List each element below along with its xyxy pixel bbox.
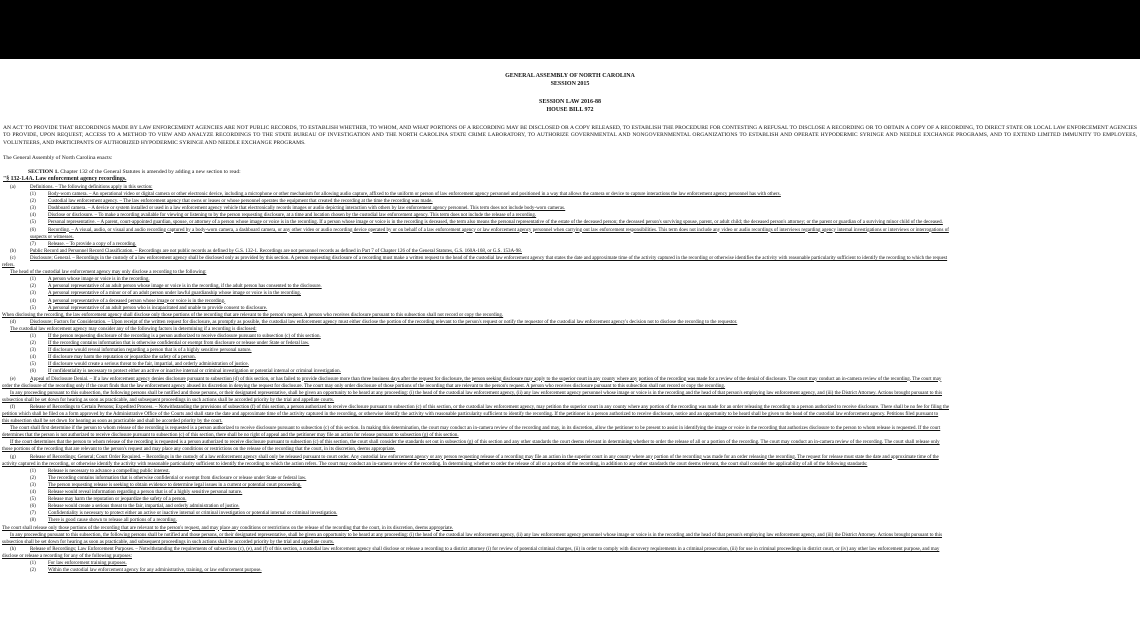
line-text: petition which shall be filed on a form approved by the Administrative Office of the Courts and shall state the date and approximate time of the activity captured in the recording, or otherwise identify the activity with reasonable particularity sufficient to identify the recording. If the petitioner is a person authorized to receive disclosure, notice and an opportunity to be heard shall be given to the head of the custodial law enforcement agency. Petitions filed pursuant to xyxy=(2,412,939,417)
line-number: (6) xyxy=(30,369,36,375)
statute-line xyxy=(2,248,1138,255)
line-text: For law enforcement training purposes. xyxy=(48,560,127,566)
line-text: If disclosure would create a serious threat to the fair, impartial, and orderly administration of justice. xyxy=(48,362,249,368)
line-number: (5) xyxy=(30,220,36,226)
line-text: If disclosure may harm the reputation or jeopardize the safety of a person. xyxy=(48,355,196,361)
line-text: activity captured in the recording, or otherwise identify the activity with reasonable particularity sufficient to identify the recording to which the action refers. The court may conduct an in-camera review of the recording. In determining whether to order the release of all or a portion of the recording, in addition to any other standards the court deems relevant, the court shall consider the applicability of all of the following standards: xyxy=(2,461,868,467)
statute-line xyxy=(2,454,1138,461)
statute-line xyxy=(2,326,1138,333)
statute-line xyxy=(2,532,1138,539)
act-caption: AN ACT TO PROVIDE THAT RECORDINGS MADE BY LAW ENFORCEMENT AGENCIES ARE NOT PUBLIC RECORDS, TO ESTABLISH WHETHER, TO WHOM, AND WHAT PORTIONS OF A RECORDING MAY BE DISCLOSED OR A COPY RELEASED, TO ESTABLISH THE PROCEDURE FOR CONTESTING A REFUSAL TO DISCLOSE A RECORDING OR TO OBTAIN A COPY OF A RECORDING, TO DIRECT STATE OR LOCAL LAW ENFORCEMENT AGENCIES TO PROVIDE, UPON REQUEST, ACCESS TO A METHOD TO VIEW AND ANALYZE RECORDINGS TO THE STATE BUREAU OF INVESTIGATION AND THE NORTH CAROLINA STATE CRIME LABORATORY, TO AUTHORIZE GOVERNMENTAL AND NONGOVERNMENTAL ORGANIZATIONS TO ESTABLISH AND OPERATE HYPODERMIC SYRINGE AND NEEDLE EXCHANGE PROGRAMS, AND TO EXTEND LIMITED IMMUNITY TO EMPLOYEES, VOLUNTEERS, AND PARTICIPANTS OF AUTHORIZED HYPODERMIC SYRINGE AND NEEDLE EXCHANGE PROGRAMS. xyxy=(3,125,1137,146)
line-text: The recording contains information that is otherwise confidential or exempt from disclosure or release under State or federal law. xyxy=(48,475,307,481)
line-text: A personal representative of an adult person who is incapacitated and unable to provide consent to disclosure. xyxy=(48,305,268,311)
line-text: Body-worn camera. – An operational video or digital camera or other electronic device, including a microphone or other mechanism for allowing audio capture, affixed to the uniform or person of law enforcement agency personnel and positioned in a way that allows the camera or device to capture interactions the law enforcement agency personnel has with others. xyxy=(48,192,781,198)
statute-line xyxy=(2,461,1138,468)
line-text: those portions of the recording that are relevant to the person's request and may place any conditions or restrictions on the release of the recording that the court, in its discretion, deems appropriate. xyxy=(2,447,396,453)
line-text: Disclose or disclosure. – To make a recording available for viewing or listening to by the person requesting disclosure, at a time and location chosen by the custodial law enforcement agency. This term does not include the release of a recording. xyxy=(48,213,537,219)
statute-line xyxy=(2,205,1138,212)
statute-body xyxy=(2,184,1138,574)
line-text: If the person requesting disclosure of the recording is a person authorized to receive disclosure pursuant to subsection (c) of this section. xyxy=(48,333,321,339)
statute-line xyxy=(2,298,1138,305)
line-number: (4) xyxy=(30,355,36,361)
line-text: Release of Recordings; General; Court Order Required. – Recordings in the custody of a law enforcement agency shall only be released pursuant to court order. Any custodial law enforcement agency or any person requesting release of a recording may file an action in the superior court in any county where any portion of the recording was made for an order releasing the recording. The request for release must state the date and approximate time of the xyxy=(30,454,939,460)
statute-line xyxy=(2,376,1138,383)
line-number: (3) xyxy=(30,482,36,488)
line-text: If confidentiality is necessary to protect either an active or inactive internal or criminal investigation or potential internal or criminal investigation. xyxy=(48,369,341,375)
line-text: If disclosure would reveal information regarding a person that is of a highly sensitive personal nature. xyxy=(48,348,252,354)
statute-line xyxy=(2,368,1138,375)
statute-line xyxy=(2,383,1138,390)
line-text: disclose or release a recording for any of the following purposes: xyxy=(2,553,132,559)
line-number: (6) xyxy=(30,227,36,233)
statute-line xyxy=(2,340,1138,347)
statute-line xyxy=(2,496,1138,503)
line-number: (1) xyxy=(30,277,36,283)
line-text: subsection shall be set down for hearing as soon as practicable, and subsequent proceedings in such actions shall be accorded priority by the trial and appellate courts. xyxy=(2,539,335,545)
line-number: (2) xyxy=(30,284,36,290)
line-number: (3) xyxy=(30,348,36,354)
line-number: (2) xyxy=(30,341,36,347)
line-text: suspects or witnesses. xyxy=(30,234,74,240)
statute-line xyxy=(2,361,1138,368)
line-text: The head of the custodial law enforcement agency may only disclose a recording to the following: xyxy=(10,270,207,276)
statute-line xyxy=(2,510,1138,517)
statute-line xyxy=(2,489,1138,496)
line-number: (c) xyxy=(10,255,16,261)
statute-line xyxy=(2,553,1138,560)
statute-line xyxy=(2,319,1138,326)
line-text: this subsection shall be set down for hearing as soon as practicable and shall be accorded priority by the court. xyxy=(2,419,223,425)
line-text: Disclosure; Factors for Consideration. – Upon receipt of the written request for disclosure, as promptly as possible, the custodial law enforcement agency must either disclose the portion of the recording relevant to the person's request or notify the requestor of the custodial law enforcement agency's decision not to disclose the recording to the requestor. xyxy=(30,319,738,325)
line-number: (4) xyxy=(30,298,36,304)
line-number: (2) xyxy=(30,199,36,205)
line-text: Release would reveal information regarding a person that is of a highly sensitive personal nature. xyxy=(48,490,243,496)
line-number: (7) xyxy=(30,241,36,247)
line-text: Appeal of Disclosure Denial. – If a law enforcement agency denies disclosure pursuant to subsection (d) of this section, or has failed to provide disclosure more than three business days after the request for disclosure, the person seeking disclosure may apply to the superior court in any county where any portion of the recording was made for a review of the denial of disclosure. The court may conduct an in-camera review of the recording. The court may xyxy=(30,376,942,382)
statute-line xyxy=(2,397,1138,404)
statute-line xyxy=(2,567,1138,574)
line-text: There is good cause shown to release all portions of a recording. xyxy=(48,518,177,524)
line-text: order the disclosure of the recording only if the court finds that the law enforcement agency abused its discretion in denying the request for disclosure. The court may only order disclosure of those portions of the recording that are relevant to the person's request. A person who receives disclosure pursuant to this subsection shall not record or copy the recording. xyxy=(2,383,726,389)
line-text: determines that the person is not authorized to receive disclosure pursuant to subsection (c) of this section, there shall be no right of appeal and the petitioner may file an action for release pursuant to subsection (g) of this section. xyxy=(2,433,459,439)
statute-line xyxy=(2,283,1138,290)
statute-line xyxy=(2,241,1138,248)
statute-line xyxy=(2,184,1138,191)
line-number: (1) xyxy=(30,333,36,339)
line-text: Custodial law enforcement agency. – The law enforcement agency that owns or leases or whose personnel operates the equipment that created the recording at the time the recording was made. xyxy=(48,199,433,205)
line-number: (2) xyxy=(30,475,36,481)
line-number: (7) xyxy=(30,511,36,517)
house-bill-label: HOUSE BILL 972 xyxy=(546,107,594,113)
statute-line xyxy=(2,262,1138,269)
line-text: Release may harm the reputation or jeopardize the safety of a person. xyxy=(48,497,187,503)
statute-line xyxy=(2,269,1138,276)
statute-line xyxy=(2,432,1138,439)
assembly-title: GENERAL ASSEMBLY OF NORTH CAROLINA xyxy=(505,73,635,79)
line-number: (2) xyxy=(30,568,36,574)
line-number: (h) xyxy=(10,546,16,552)
line-number: (1) xyxy=(30,560,36,566)
line-number: (e) xyxy=(10,376,16,382)
statute-line xyxy=(2,482,1138,489)
statute-line xyxy=(2,390,1138,397)
statute-line xyxy=(2,191,1138,198)
statute-line xyxy=(2,404,1138,411)
statute-line xyxy=(2,227,1138,234)
line-text: subsection shall be set down for hearing as soon as practicable, and subsequent proceedings in such actions shall be accorded priority by the trial and appellate courts. xyxy=(2,397,335,403)
statute-line xyxy=(2,475,1138,482)
statute-line xyxy=(2,446,1138,453)
line-number: (3) xyxy=(30,291,36,297)
line-text: If the recording contains information that is otherwise confidential or exempt from disclosure or release under State or federal law. xyxy=(48,341,310,347)
line-number: (1) xyxy=(30,192,36,198)
line-text: Release of Recordings; Law Enforcement Purposes. – Notwithstanding the requirements of subsections (c), (e), and (f) of this section, a custodial law enforcement agency shall disclose or release a recording to a district attorney (i) for review of potential criminal charges, (ii) in order to comply with discovery requirements in a criminal prosecution, (iii) for use in criminal proceedings in district court, or (iv) any other law enforcement purpose, and may xyxy=(30,546,940,552)
statute-line xyxy=(2,198,1138,205)
line-text: refers. xyxy=(2,263,15,269)
session-label: SESSION 2015 xyxy=(550,81,590,87)
statute-line xyxy=(2,468,1138,475)
line-text: The custodial law enforcement agency may consider any of the following factors in determining if a recording is disclosed: xyxy=(10,326,257,332)
line-text: The court shall release only those portions of the recording that are relevant to the person's request, and may place any conditions or restrictions on the release of the recording that the court, in its discretion, deems appropriate. xyxy=(2,525,454,531)
statute-line xyxy=(2,212,1138,219)
line-text: The court shall first determine if the person to whom release of the recording is requested is a person authorized to receive disclosure pursuant to subsection (c) of this section. In making this determination, the court may conduct an in-camera review of the recording and may, in its discretion, allow the petitioner to be present to assist in identifying the image or voice in the recording that authorizes disclosure to the person to whom release is requested. If the court xyxy=(10,426,941,432)
statute-line xyxy=(2,276,1138,283)
line-text: Personal representative. – A parent, court-appointed guardian, spouse, or attorney of a person whose image or voice is in the recording. If a person whose image or voice is in the recording is deceased, the term also means the personal representative of the estate of the deceased person; the deceased person's surviving spouse, parent, or adult child; the deceased person's attorney; or the parent or guardian of a surviving minor child of the deceased. xyxy=(48,220,943,226)
statute-line xyxy=(2,333,1138,340)
statute-line xyxy=(2,305,1138,312)
statute-line xyxy=(2,411,1138,418)
line-text: If the court determines that the person to whom release of the recording is requested is a person authorized to receive disclosure pursuant to subsection (c) of this section, the court shall consider the standards set out in subsection (g) of this section and any other standards the court deems relevant in determining whether to order the release of all or a portion of the recording. The court may conduct an in-camera review of the recording. The court shall release only xyxy=(10,440,940,446)
line-text: Dashboard camera. – A device or system installed or used in a law enforcement agency vehicle that electronically records images or audio depicting interaction with others by law enforcement agency personnel. This term does not include body-worn cameras. xyxy=(48,206,566,212)
statute-line xyxy=(2,439,1138,446)
line-text: In any proceeding pursuant to this subsection, the following persons shall be notified and those persons, or their designated representative, shall be given an opportunity to be heard at any proceeding: (i) the head of the custodial law enforcement agency, (ii) any law enforcement agency personnel whose image or voice is in the recording and the head of that person's employing law enforcement agency, and (iii) the District Attorney. Actions brought pursuant to this xyxy=(10,390,943,396)
line-text: In any proceeding pursuant to this subsection, the following persons shall be notified and those persons, or their designated representative, shall be given an opportunity to be heard at any proceeding: (i) the head of the custodial law enforcement agency, (ii) any law enforcement agency personnel whose image or voice is in the recording and the head of that person's employing law enforcement agency, and (iii) the District Attorney. Actions brought pursuant to this xyxy=(10,532,943,538)
statute-line xyxy=(2,312,1138,319)
statute-line xyxy=(2,290,1138,297)
line-text: A personal representative of a minor or of an adult person under lawful guardianship whose image or voice is in the recording. xyxy=(48,291,301,297)
line-text: Definitions. – The following definitions apply in this section: xyxy=(30,185,153,190)
line-text: Release. – To provide a copy of a recording. xyxy=(48,241,137,247)
statute-title: "§ 132-1.4A. Law enforcement agency recordings. xyxy=(3,176,127,182)
section-1-text: Chapter 132 of the General Statutes is amended by adding a new section to read: xyxy=(60,169,241,175)
line-number: (f) xyxy=(10,404,15,410)
statute-line xyxy=(2,539,1138,546)
line-number: (4) xyxy=(30,213,36,219)
line-text: The person requesting release is seeking to obtain evidence to determine legal issues in a current or potential court proceeding. xyxy=(48,482,302,488)
session-law-label: SESSION LAW 2016-88 xyxy=(539,99,601,105)
enacting-clause: The General Assembly of North Carolina enacts: xyxy=(3,155,113,161)
statute-line xyxy=(2,560,1138,567)
line-text: A person whose image or voice is in the recording. xyxy=(48,277,150,283)
line-text: Confidentiality is necessary to protect either an active or inactive internal or criminal investigation or potential internal or criminal investigation. xyxy=(48,511,338,517)
line-number: (6) xyxy=(30,504,36,510)
statute-line xyxy=(2,234,1138,241)
statute-line xyxy=(2,347,1138,354)
line-number: (8) xyxy=(30,518,36,524)
statute-line xyxy=(2,503,1138,510)
line-text: A personal representative of a deceased person whose image or voice is in the recording. xyxy=(48,298,226,304)
line-number: (a) xyxy=(10,185,16,190)
statute-line xyxy=(2,525,1138,532)
statute-line xyxy=(2,517,1138,524)
line-number: (4) xyxy=(30,490,36,496)
line-number: (5) xyxy=(30,305,36,311)
line-text: When disclosing the recording, the law enforcement agency shall disclose only those portions of the recording that are relevant to the person's request. A person who receives disclosure pursuant to this subsection shall not record or copy the recording. xyxy=(2,312,504,318)
statute-line xyxy=(2,418,1138,425)
line-text: Recording. – A visual, audio, or visual and audio recording captured by a body-worn camera, a dashboard camera, or any other video or audio recording device operated by or on behalf of a law enforcement agency or law enforcement agency personnel when carrying out law enforcement responsibilities. This term does not include any video or audio recordings of interviews regarding agency internal investigations or interviews or interrogations of xyxy=(48,227,949,233)
statute-line xyxy=(2,354,1138,361)
section-1 xyxy=(28,169,241,175)
line-number: (5) xyxy=(30,362,36,368)
line-text: Release would create a serious threat to the fair, impartial, and orderly administration of justice. xyxy=(48,504,240,510)
statute-line xyxy=(2,255,1138,262)
line-text: Public Record and Personnel Record Classification. – Recordings are not public records as defined by G.S. 132-1. Recordings are not personnel records as defined in Part 7 of Chapter 126 of the General Statutes, G.S. 160A-168, or G.S. 153A-98. xyxy=(30,248,522,254)
line-number: (b) xyxy=(10,248,16,254)
line-number: (1) xyxy=(30,468,36,474)
section-1-label: SECTION 1. xyxy=(28,169,59,175)
document-page xyxy=(0,59,1140,641)
line-number: (3) xyxy=(30,206,36,212)
line-text: Release is necessary to advance a compelling public interest. xyxy=(48,468,170,474)
line-number: (g) xyxy=(10,454,16,460)
line-text: Within the custodial law enforcement agency for any administrative, training, or law enforcement purpose. xyxy=(48,568,262,574)
statute-line xyxy=(2,425,1138,432)
statute-line xyxy=(2,219,1138,226)
line-number: (5) xyxy=(30,497,36,503)
line-number: (d) xyxy=(10,319,16,325)
line-text: Disclosure; General. – Recordings in the custody of a law enforcement agency shall be disclosed only as provided by this section. A person requesting disclosure of a recording must make a written request to the head of the custodial law enforcement agency that states the date and approximate time of the activity captured in the recording or otherwise identifies the activity with reasonable particularity sufficient to identify the recording to which the request xyxy=(30,255,948,261)
line-text: A personal representative of an adult person whose image or voice is in the recording, if the adult person has consented to the disclosure. xyxy=(48,284,322,290)
line-text: Release of Recordings to Certain Persons; Expedited Process. – Notwithstanding the provisions of subsection (f) of this section, a person authorized to receive disclosure pursuant to subsection (c) of this section, or the custodial law enforcement agency, may petition the superior court in any county where any portion of the recording was made for an order releasing the recording to a person authorized to receive disclosure. There shall be no fee for filing the xyxy=(30,404,950,410)
statute-line xyxy=(2,546,1138,553)
